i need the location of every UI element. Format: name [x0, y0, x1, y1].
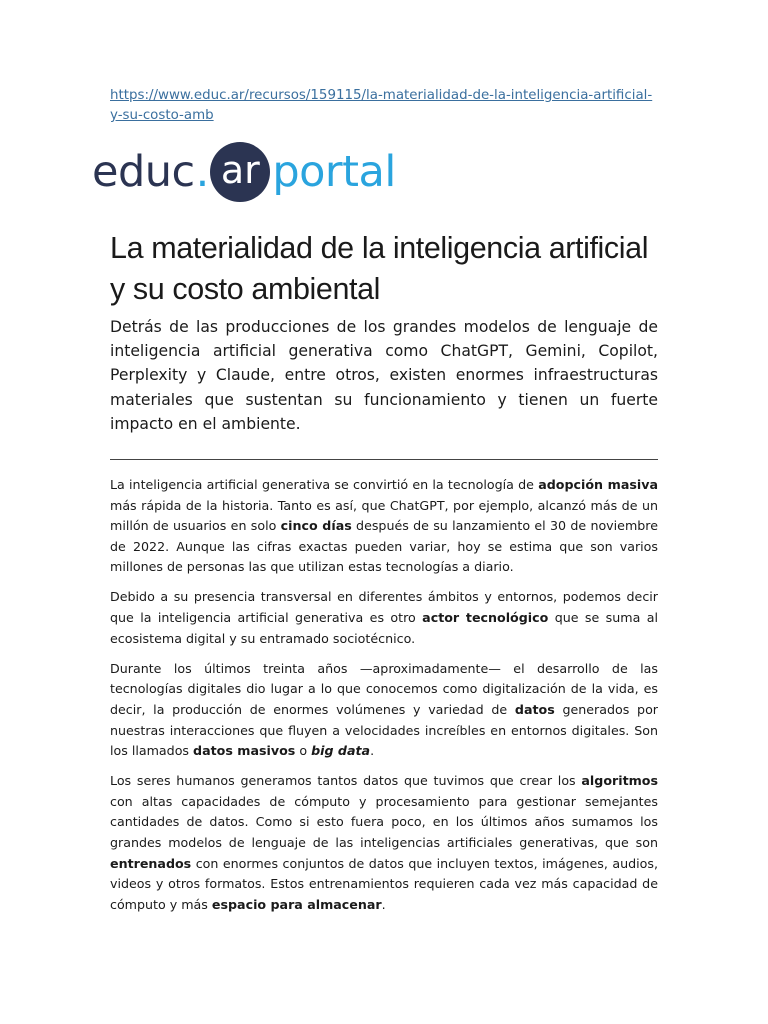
bold-term-entrenados: entrenados	[110, 855, 192, 871]
source-url-link[interactable]: https://www.educ.ar/recursos/159115/la-materialidad-de-la-inteligencia-artificial-y-su-costo-amb	[110, 88, 653, 123]
text-run: generados por nuestras interacciones que fluyen a velocidades increíbles en entornos digitales. Son los llamados	[110, 701, 659, 759]
text-run: Debido a su presencia transversal en diferentes ámbitos y entornos, podemos decir que la inteligencia artificial generativa es otro	[110, 589, 658, 626]
text-run: Durante los últimos treinta años —aproximadamente— el desarrollo de las tecnologías digitales dio lugar a lo que conocemos como digitalización de la vida, es decir, la producción de enormes volúmenes y variedad de	[110, 660, 658, 717]
body-paragraph-1	[110, 475, 658, 578]
body-paragraph-4	[110, 771, 658, 915]
body-paragraph-3	[110, 659, 658, 762]
bold-term-datos: datos	[514, 701, 555, 717]
article-body	[110, 475, 658, 925]
logo-ar-badge: ar	[210, 142, 270, 202]
logo-portal-text: portal	[272, 147, 396, 197]
section-divider	[110, 459, 658, 460]
bold-term-algoritmos: algoritmos	[581, 773, 658, 789]
logo-dot-text: .	[195, 147, 210, 197]
bold-term-actor-tecnologico: actor tecnológico	[422, 610, 549, 626]
text-run: que se suma al ecosistema digital y su entramado sociotécnico.	[110, 610, 658, 646]
text-run: más rápida de la historia. Tanto es así, que ChatGPT, por ejemplo, alcanzó más de un millón de usuarios en solo	[110, 497, 658, 534]
body-paragraph-2	[110, 587, 658, 649]
italic-big-data: big data	[311, 743, 371, 759]
bold-term-datos-masivos: datos masivos	[193, 743, 296, 759]
article-lead: Detrás de las producciones de los grandes modelos de lenguaje de inteligencia artificial generativa como ChatGPT, Gemini, Copilot, Perplexity y Claude, entre otros, existen enormes infraestructuras materiales que sustentan su funcionamiento y tienen un fuerte impacto en el ambiente.	[110, 318, 658, 433]
text-run: con altas capacidades de cómputo y procesamiento para gestionar semejantes cantidades de datos. Como si esto fuera poco, en los últimos años sumamos los grandes modelos de lenguaje de las inteligencias artificiales generativas, que son	[110, 793, 658, 850]
text-run: después de su lanzamiento el 30 de noviembre de 2022. Aunque las cifras exactas pueden variar, hoy se estima que son varios millones de personas las que utilizan estas tecnologías a diario.	[110, 518, 658, 575]
bold-term-cinco-dias: cinco días	[280, 518, 352, 534]
text-run: La inteligencia artificial generativa se convirtió en la tecnología de	[110, 477, 539, 492]
text-run: o	[295, 743, 312, 759]
bold-term-adopcion-masiva: adopción masiva	[538, 477, 658, 492]
text-run: .	[370, 743, 375, 759]
logo-educ-text: educ	[92, 147, 195, 197]
text-run: Los seres humanos generamos tantos datos que tuvimos que crear los	[110, 773, 582, 789]
text-run: .	[381, 896, 386, 912]
text-run: con enormes conjuntos de datos que incluyen textos, imágenes, audios, videos y otros formatos. Estos entrenamientos requieren cada vez más capacidad de cómputo y más	[110, 855, 658, 912]
article-title: La materialidad de la inteligencia artificial y su costo ambiental	[110, 231, 649, 306]
bold-italic-term-big-data	[311, 743, 370, 758]
bold-term-espacio-para-almacenar: espacio para almacenar	[211, 896, 382, 912]
educar-portal-logo	[92, 140, 396, 204]
